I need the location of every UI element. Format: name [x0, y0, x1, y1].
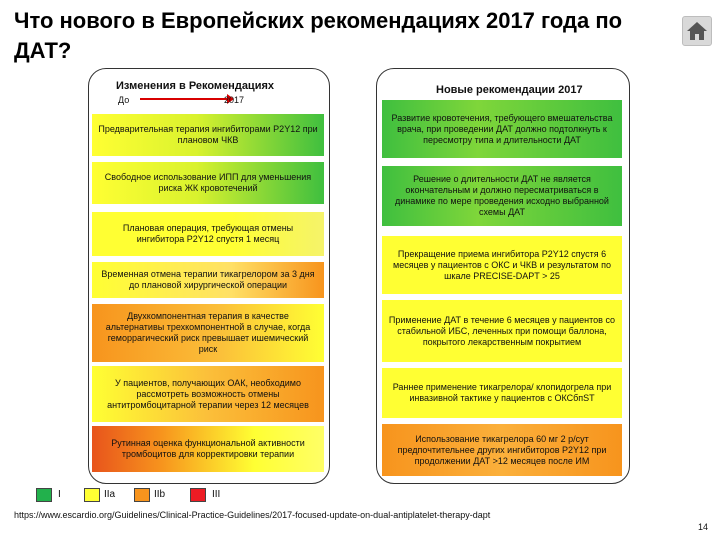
- home-icon: [683, 17, 711, 45]
- slide-title: Что нового в Европейских рекомендациях 2017 года по ДАТ?: [14, 8, 623, 63]
- left-item-6: У пациентов, получающих ОАК, необходимо рассмотреть возможность отмены антитромбоцитарной терапии через 12 месяцев: [92, 366, 324, 422]
- legend-label-iii: III: [212, 489, 221, 500]
- right-item-6: Использование тикагрелора 60 мг 2 р/сут предпочтительнее других ингибиторов P2Y12 при продолжении ДАТ >12 месяцев после ИМ: [382, 424, 622, 476]
- legend-label-i: I: [58, 489, 61, 500]
- right-item-2: Решение о длительности ДАТ не является окончательным и должно пересматриваться в динамике по мере проведения исходно выбранной схемы ДАТ: [382, 166, 622, 226]
- legend-swatch-i: [36, 488, 52, 502]
- left-item-7: Рутинная оценка функциональной активности тромбоцитов для корректировки терапии: [92, 426, 324, 472]
- before-after-arrow: [140, 98, 228, 100]
- legend-swatch-iib: [134, 488, 150, 502]
- legend-label-iib: IIb: [154, 489, 166, 500]
- left-item-5: Двухкомпонентная терапия в качестве альтернативы трехкомпонентной в случае, когда геморрагический риск превышает ишемический риск: [92, 304, 324, 362]
- right-item-3: Прекращение приема ингибитора P2Y12 спустя 6 месяцев у пациентов с ОКС и ЧКВ и результатом по шкале PRECISE-DAPT > 25: [382, 236, 622, 294]
- left-item-4: Временная отмена терапии тикагрелором за 3 дня до плановой хирургической операции: [92, 262, 324, 298]
- legend-swatch-iia: [84, 488, 100, 502]
- left-item-1: Предварительная терапия ингибиторами P2Y12 при плановом ЧКВ: [92, 114, 324, 156]
- home-button[interactable]: [682, 16, 712, 46]
- page-number: 14: [697, 522, 708, 532]
- to-label: 2017: [224, 95, 245, 105]
- left-item-2: Свободное использование ИПП для уменьшения риска ЖК кровотечений: [92, 162, 324, 204]
- left-item-3: Плановая операция, требующая отмены ингибитора P2Y12 спустя 1 месяц: [92, 212, 324, 256]
- legend-swatch-iii: [190, 488, 206, 502]
- source-url[interactable]: https://www.escardio.org/Guidelines/Clinical-Practice-Guidelines/2017-focused-update-on-dual-antiplatelet-therapy-dapt: [14, 510, 491, 520]
- right-item-5: Раннее применение тикагрелора/ клопидогрела при инвазивной тактике у пациентов с ОКСбпST: [382, 368, 622, 418]
- from-label: До: [118, 95, 130, 105]
- changes-panel-title: Изменения в Рекомендациях: [116, 80, 274, 92]
- right-item-1: Развитие кровотечения, требующего вмешательства врача, при проведении ДАТ должно подтолкнуть к пересмотру типа и длительности ДАТ: [382, 100, 622, 158]
- new-recommendations-title: Новые рекомендации 2017: [436, 84, 583, 96]
- legend-label-iia: IIa: [104, 489, 116, 500]
- right-item-4: Применение ДАТ в течение 6 месяцев у пациентов со стабильной ИБС, леченных при помощи баллона, покрытого лекарственным покрытием: [382, 300, 622, 362]
